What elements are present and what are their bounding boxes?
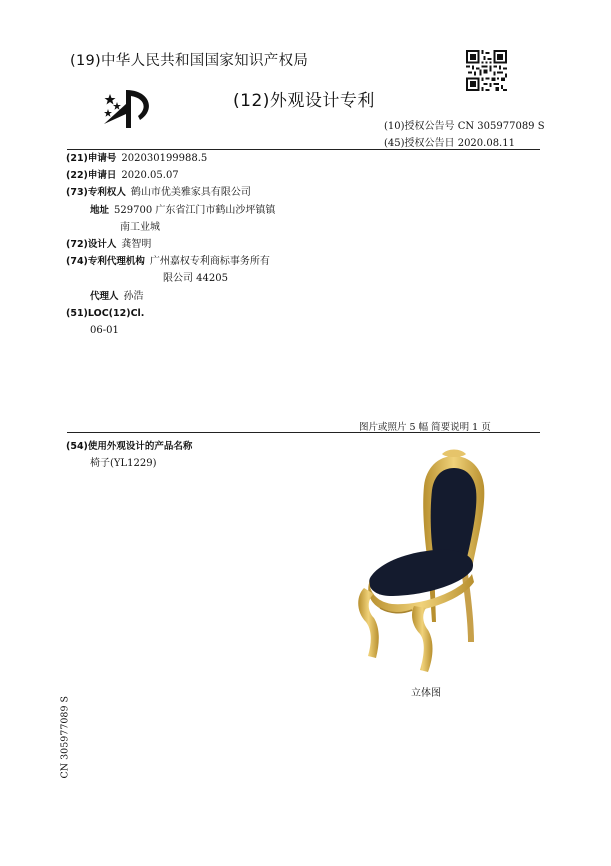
address-continuation (66, 219, 275, 236)
agency-row (66, 253, 275, 270)
designer-label: (72)设计人 (66, 239, 117, 251)
grant-number: (10)授权公告号 CN 305977089 S (384, 121, 545, 132)
agency-line-1: 广州嘉权专利商标事务所有 (149, 256, 270, 268)
address-row (66, 202, 275, 219)
summary-line: 图片或照片 5 幅 简要说明 1 页 (359, 422, 491, 433)
document-type: (12)外观设计专利 (233, 91, 375, 111)
loc-value-row (66, 322, 275, 339)
grant-date: (45)授权公告日 2020.08.11 (384, 138, 515, 149)
agent: 孙浩 (123, 290, 144, 302)
application-date-label: (22)申请日 (66, 170, 117, 182)
application-number-label: (21)申请号 (66, 153, 117, 164)
qr-code (466, 50, 507, 91)
agent-row (66, 288, 275, 305)
loc-label: (51)LOC(12)Cl. (66, 307, 145, 319)
loc-value: 06-01 (90, 325, 119, 337)
patentee: 鹤山市优美雅家具有限公司 (130, 187, 251, 199)
chair-perspective-view (350, 446, 510, 676)
side-document-id (58, 690, 70, 780)
agency-line-2: 限公司 44205 (163, 273, 228, 285)
product-name: 椅子(YL1229) (90, 458, 157, 469)
issuing-office: (19)中华人民共和国国家知识产权局 (70, 53, 309, 69)
agency-label: (74)专利代理机构 (66, 256, 145, 268)
address-line-2: 南工业城 (120, 221, 160, 233)
cnipa-logo (100, 84, 156, 130)
summary-divider (67, 432, 540, 433)
address-line-1: 529700 广东省江门市鹤山沙坪镇镇 (114, 204, 276, 216)
designer-row (66, 236, 275, 253)
application-number-row (66, 150, 275, 167)
patentee-label: (73)专利权人 (66, 187, 126, 199)
loc-row (66, 305, 275, 322)
application-date-row (66, 167, 275, 184)
side-document-id-text: CN 305977089 S (59, 695, 71, 779)
product-title (66, 438, 192, 472)
designer: 龚智明 (121, 239, 152, 251)
agency-continuation (66, 270, 275, 287)
view-caption: 立体图 (411, 688, 441, 699)
agent-label: 代理人 (90, 290, 119, 302)
address-label: 地址 (90, 204, 110, 216)
patentee-row (66, 184, 275, 201)
product-label: (54)使用外观设计的产品名称 (66, 441, 193, 452)
application-date: 2020.05.07 (121, 170, 179, 182)
application-number: 202030199988.5 (121, 153, 208, 164)
bibliographic-data (66, 150, 275, 339)
